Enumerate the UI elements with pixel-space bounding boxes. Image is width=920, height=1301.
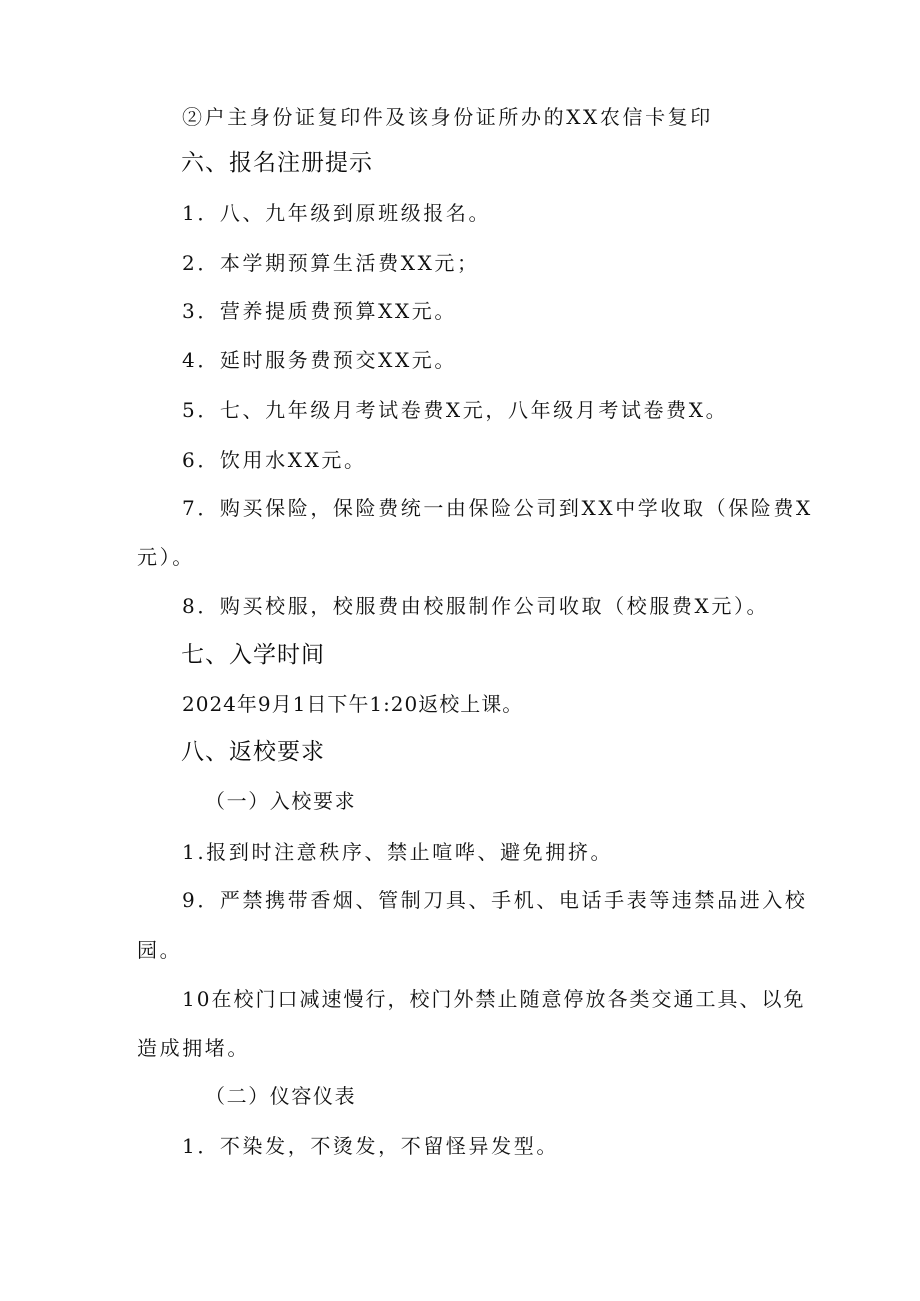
section-heading-6: 六、报名注册提示 xyxy=(181,150,373,176)
text-line: 4．延时服务费预交XX元。 xyxy=(182,348,458,372)
section-heading-7: 七、入学时间 xyxy=(181,642,325,668)
text-line: 1．不染发，不烫发，不留怪异发型。 xyxy=(182,1134,559,1158)
section-heading-8: 八、返校要求 xyxy=(181,739,325,765)
text-line: 2．本学期预算生活费XX元； xyxy=(182,251,480,275)
subsection-heading: （一）入校要求 xyxy=(205,789,357,813)
text-line: ②户主身份证复印件及该身份证所办的XX农信卡复印 xyxy=(182,105,713,129)
text-line: 6．饮用水XX元。 xyxy=(182,448,367,472)
subsection-heading: （二）仪容仪表 xyxy=(205,1084,357,1108)
text-line: 2024年9月1日下午1:20返校上课。 xyxy=(182,692,524,716)
text-line: 造成拥堵。 xyxy=(137,1036,250,1060)
text-line: 园。 xyxy=(137,938,183,962)
text-line: 1.报到时注意秩序、禁止喧哗、避免拥挤。 xyxy=(182,840,614,864)
text-line: 10在校门口减速慢行，校门外禁止随意停放各类交通工具、以免 xyxy=(182,987,806,1011)
text-line: 7．购买保险，保险费统一由保险公司到XX中学收取（保险费X xyxy=(182,496,813,520)
text-line: 5．七、九年级月考试卷费X元，八年级月考试卷费X。 xyxy=(182,398,729,422)
text-line: 1．八、九年级到原班级报名。 xyxy=(182,201,492,225)
text-line: 3．营养提质费预算XX元。 xyxy=(182,299,458,323)
text-line: 8．购买校服，校服费由校服制作公司收取（校服费X元）。 xyxy=(182,594,770,618)
text-line: 元）。 xyxy=(137,545,195,569)
text-line: 9．严禁携带香烟、管制刀具、手机、电话手表等违禁品进入校 xyxy=(182,888,808,912)
